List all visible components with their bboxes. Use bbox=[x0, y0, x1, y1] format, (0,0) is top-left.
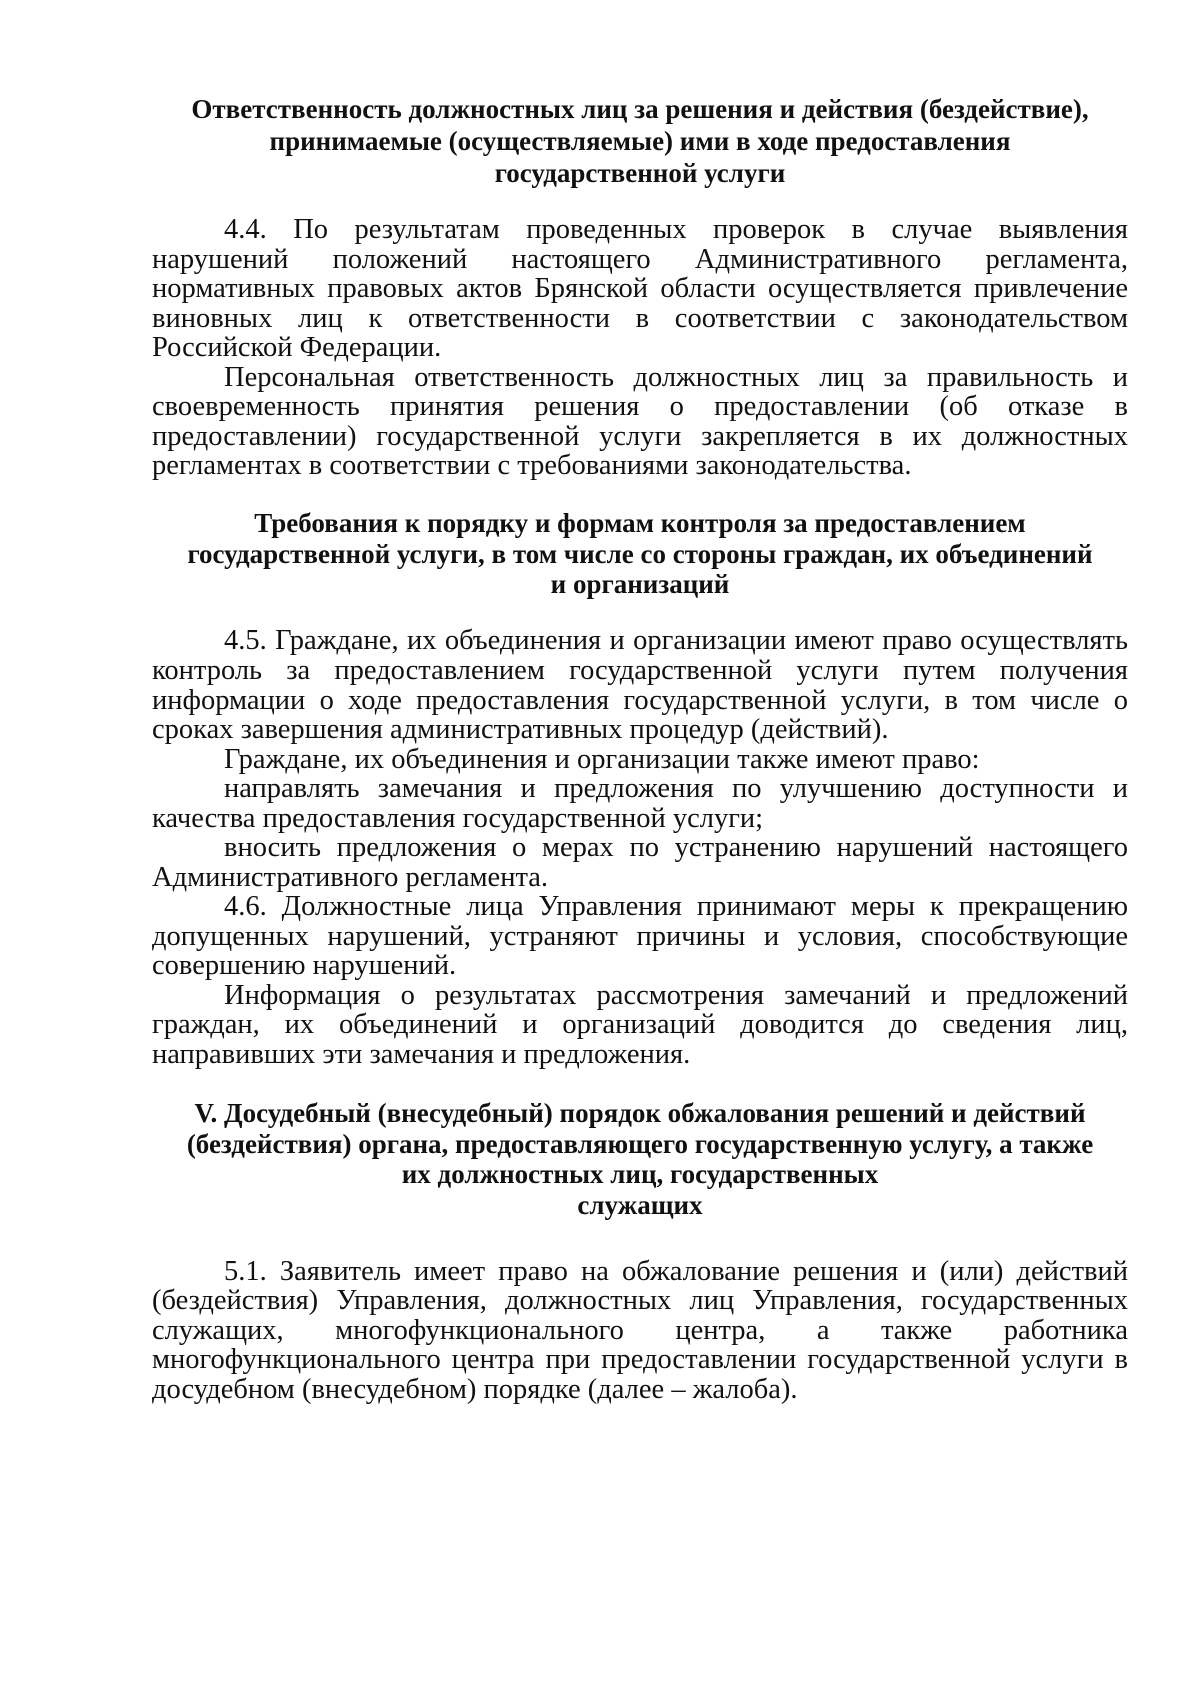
paragraph-line: Граждане, их объединения и организации также имеют право: bbox=[224, 744, 980, 775]
section-heading-line: Ответственность должностных лиц за решения и действия (бездействие), bbox=[191, 94, 1089, 124]
section-heading-line: принимаемые (осуществляемые) ими в ходе предоставления bbox=[269, 126, 1011, 156]
paragraph-line: Российской Федерации. bbox=[152, 332, 442, 363]
paragraph-line: виновных лиц к ответственности в соответствии с законодательством bbox=[152, 303, 1128, 334]
paragraph-line: качества предоставления государственной услуги; bbox=[152, 803, 764, 834]
paragraph-line: допущенных нарушений, устраняют причины и условия, способствующие bbox=[152, 921, 1128, 952]
section-heading-line: Требования к порядку и формам контроля за предоставлением bbox=[254, 508, 1026, 538]
section-heading-line: их должностных лиц, государственных bbox=[401, 1159, 879, 1189]
paragraph-line: вносить предложения о мерах по устранению нарушений настоящего bbox=[224, 832, 1128, 863]
paragraph-line: сроках завершения административных процедур (действий). bbox=[152, 714, 889, 745]
paragraph-line: Информация о результатах рассмотрения замечаний и предложений bbox=[224, 980, 1128, 1011]
paragraph-line: своевременность принятия решения о предоставлении (об отказе в bbox=[152, 391, 1128, 422]
paragraph-line: контроль за предоставлением государственной услуги путем получения bbox=[152, 655, 1128, 686]
section-heading-line: (бездействия) органа, предоставляющего государственную услугу, а также bbox=[186, 1129, 1094, 1159]
paragraph-line: служащих, многофункционального центра, а также работника bbox=[152, 1315, 1128, 1346]
paragraph-line: 5.1. Заявитель имеет право на обжалование решения и (или) действий bbox=[224, 1256, 1128, 1287]
section-heading-line: служащих bbox=[577, 1190, 703, 1220]
paragraph-line: Персональная ответственность должностных лиц за правильность и bbox=[224, 362, 1128, 393]
paragraph-line: 4.6. Должностные лица Управления принимают меры к прекращению bbox=[224, 891, 1128, 922]
section-heading-line: и организаций bbox=[550, 569, 730, 599]
section-heading-line: V. Досудебный (внесудебный) порядок обжалования решений и действий bbox=[194, 1098, 1086, 1128]
paragraph-line: многофункционального центра при предоставлении государственной услуги в bbox=[152, 1344, 1128, 1375]
section-heading-line: государственной услуги, в том числе со стороны граждан, их объединений bbox=[187, 539, 1093, 569]
paragraph-line: предоставлении) государственной услуги закрепляется в их должностных bbox=[152, 421, 1128, 452]
paragraph-line: 4.5. Граждане, их объединения и организации имеют право осуществлять bbox=[224, 625, 1128, 656]
paragraph-line: направивших эти замечания и предложения. bbox=[152, 1039, 691, 1070]
paragraph-line: совершению нарушений. bbox=[152, 950, 457, 981]
paragraph-line: информации о ходе предоставления государственной услуги, в том числе о bbox=[152, 685, 1128, 716]
paragraph-line: регламентах в соответствии с требованиями законодательства. bbox=[152, 450, 912, 481]
paragraph-line: нормативных правовых актов Брянской области осуществляется привлечение bbox=[152, 273, 1128, 304]
paragraph-line: направлять замечания и предложения по улучшению доступности и bbox=[224, 773, 1128, 804]
paragraph-line: 4.4. По результатам проведенных проверок в случае выявления bbox=[224, 214, 1128, 245]
paragraph-line: нарушений положений настоящего Административного регламента, bbox=[152, 244, 1128, 275]
paragraph-line: досудебном (внесудебном) порядке (далее – жалоба). bbox=[152, 1374, 798, 1405]
paragraph-line: граждан, их объединений и организаций доводится до сведения лиц, bbox=[152, 1009, 1128, 1040]
paragraph-line: Административного регламента. bbox=[152, 862, 549, 893]
section-heading-line: государственной услуги bbox=[494, 158, 786, 188]
paragraph-line: (бездействия) Управления, должностных лиц Управления, государственных bbox=[152, 1285, 1128, 1316]
